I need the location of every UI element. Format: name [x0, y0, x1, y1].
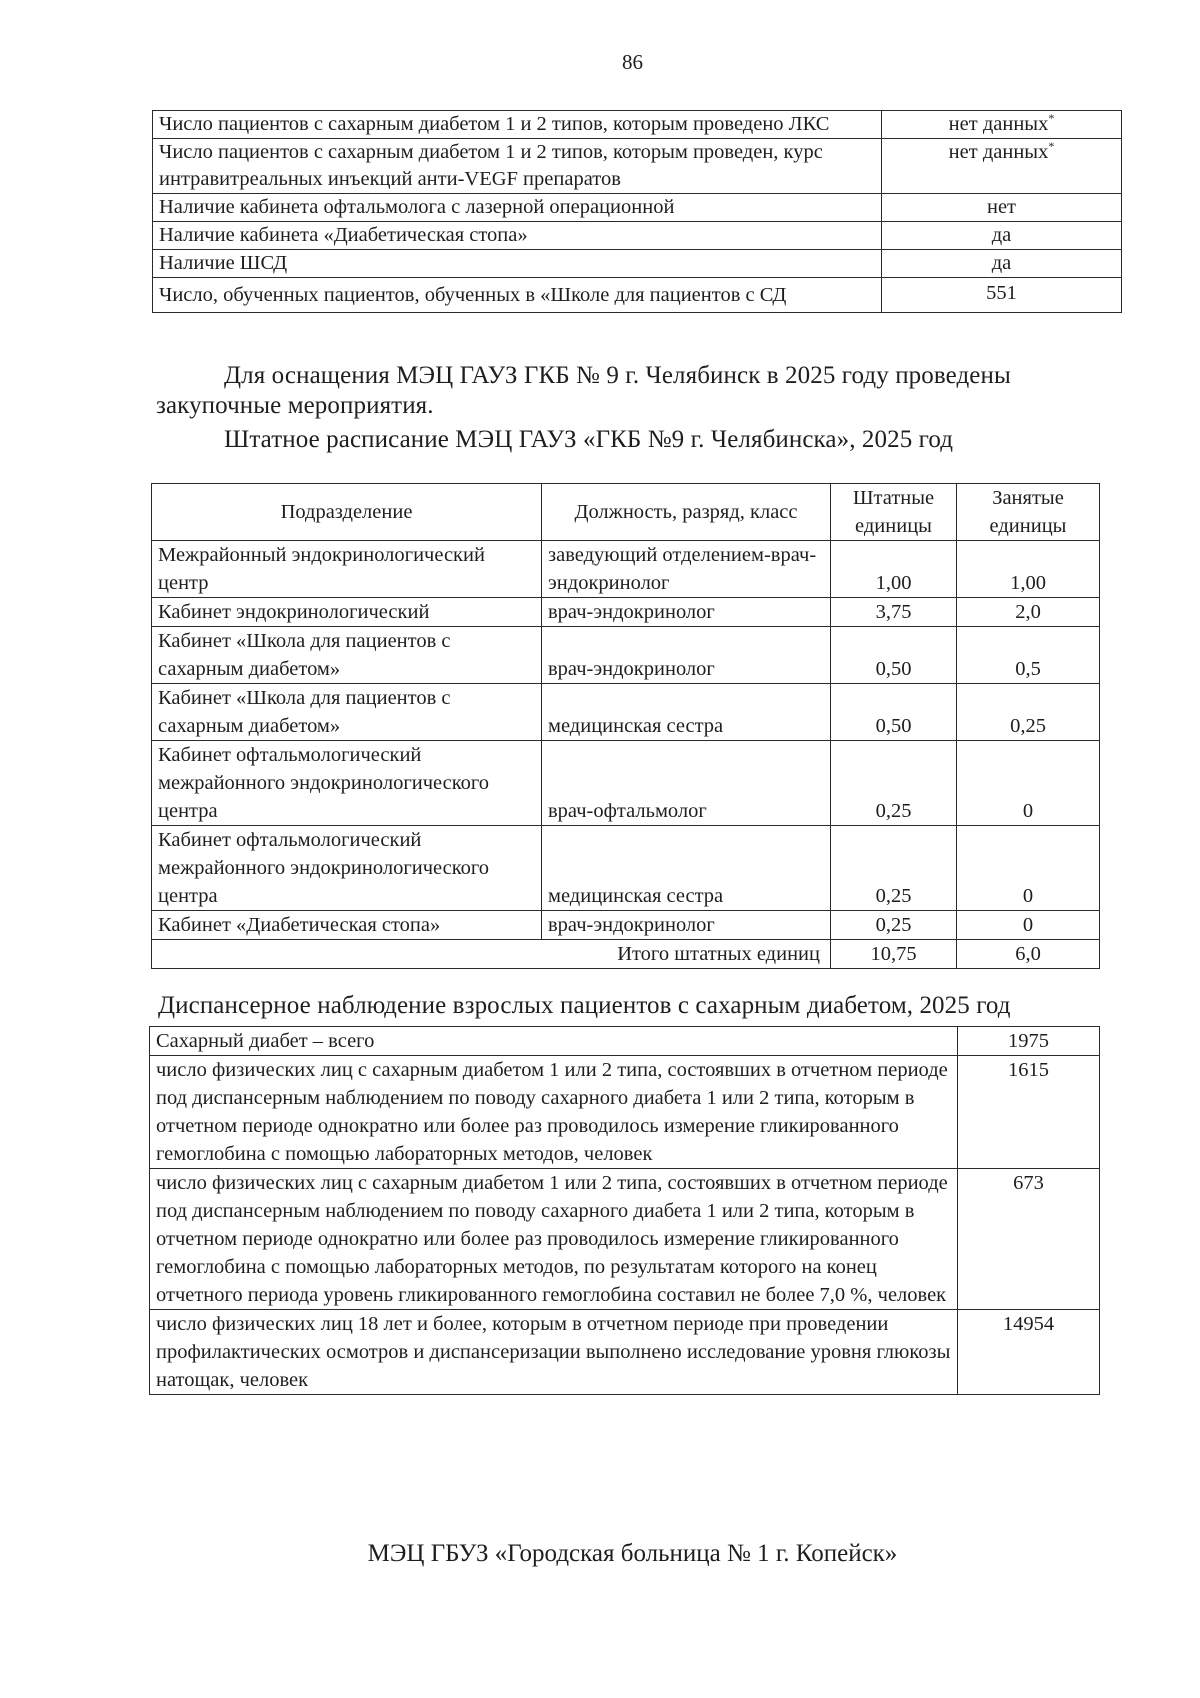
table-row: [152, 684, 1100, 741]
table-header-row: [152, 484, 1100, 541]
total-label: Итого штатных единиц: [152, 940, 831, 969]
indicator-value: 551: [882, 278, 1122, 313]
table-row: [152, 598, 1100, 627]
total-staff-units: 10,75: [831, 940, 957, 969]
dispensary-observation-table: [149, 1026, 1100, 1395]
position-cell: медицинская сестра: [542, 684, 831, 741]
position-cell: медицинская сестра: [542, 826, 831, 911]
table-row: [153, 139, 1122, 194]
indicator-label: число физических лиц с сахарным диабетом 1 или 2 типа, состоявших в отчетном периоде под диспансерным наблюдением по поводу сахарного диабета 1 или 2 типа, которым в отчетном периоде однократно или более раз проводилось измерение гликированного гемоглобина с помощью лабораторных методов, по результатам которого на конец отчетного периода уровень гликированного гемоглобина составил не более 7,0 %, человек: [150, 1169, 958, 1310]
division-cell: Межрайонный эндокринологический центр: [152, 541, 542, 598]
table-row: [153, 222, 1122, 250]
division-cell: Кабинет эндокринологический: [152, 598, 542, 627]
table-row: [152, 541, 1100, 598]
table-row: [150, 1056, 1100, 1169]
staff-units-cell: 0,50: [831, 627, 957, 684]
occupied-units-cell: 0,5: [957, 627, 1100, 684]
occupied-units-cell: 0,25: [957, 684, 1100, 741]
footnote-mark: *: [1048, 139, 1055, 153]
indicator-value: 14954: [958, 1310, 1100, 1395]
table-row: [152, 627, 1100, 684]
column-header-division: Подразделение: [152, 484, 542, 541]
table-row: [150, 1169, 1100, 1310]
indicator-label: Число пациентов с сахарным диабетом 1 и 2 типов, которым проведен, курс интравитреальных инъекций анти-VEGF препаратов: [153, 139, 882, 194]
indicator-label: число физических лиц с сахарным диабетом 1 или 2 типа, состоявших в отчетном периоде под диспансерным наблюдением по поводу сахарного диабета 1 или 2 типа, которым в отчетном периоде однократно или более раз проводилось измерение гликированного гемоглобина с помощью лабораторных методов, человек: [150, 1056, 958, 1169]
division-cell: Кабинет офтальмологический межрайонного эндокринологического центра: [152, 741, 542, 826]
indicator-label: Число пациентов с сахарным диабетом 1 и 2 типов, которым проведено ЛКС: [153, 111, 882, 139]
division-cell: Кабинет офтальмологический межрайонного эндокринологического центра: [152, 826, 542, 911]
occupied-units-cell: 0: [957, 826, 1100, 911]
staff-units-cell: 0,50: [831, 684, 957, 741]
staff-units-cell: 0,25: [831, 741, 957, 826]
indicator-value: [882, 139, 1122, 194]
indicator-value: 673: [958, 1169, 1100, 1310]
dispensary-table-title: Диспансерное наблюдение взрослых пациентов с сахарным диабетом, 2025 год: [158, 992, 1011, 1019]
table-row: [153, 278, 1122, 313]
table-row: [152, 826, 1100, 911]
section-title-kopeysk: МЭЦ ГБУЗ «Городская больница № 1 г. Копейск»: [367, 1540, 898, 1567]
position-cell: врач-офтальмолог: [542, 741, 831, 826]
table-row: [153, 250, 1122, 278]
table-row: [153, 194, 1122, 222]
paragraph-line-1: Для оснащения МЭЦ ГАУЗ ГКБ № 9 г. Челябинск в 2025 году проведены: [224, 362, 1011, 389]
indicator-label: Число, обученных пациентов, обученных в «Школе для пациентов с СД: [153, 278, 882, 313]
total-occupied-units: 6,0: [957, 940, 1100, 969]
position-cell: врач-эндокринолог: [542, 911, 831, 940]
page-number: 86: [622, 50, 643, 74]
column-header-occupied-units: Занятые единицы: [957, 484, 1100, 541]
occupied-units-cell: 2,0: [957, 598, 1100, 627]
position-cell: врач-эндокринолог: [542, 627, 831, 684]
indicator-label: Наличие кабинета офтальмолога с лазерной операционной: [153, 194, 882, 222]
division-cell: Кабинет «Школа для пациентов с сахарным диабетом»: [152, 684, 542, 741]
value-text: нет данных: [948, 113, 1049, 135]
column-header-staff-units: Штатные единицы: [831, 484, 957, 541]
value-text: нет данных: [948, 141, 1049, 163]
position-cell: врач-эндокринолог: [542, 598, 831, 627]
occupied-units-cell: 0: [957, 911, 1100, 940]
occupied-units-cell: 0: [957, 741, 1100, 826]
staff-units-cell: 1,00: [831, 541, 957, 598]
staff-units-cell: 3,75: [831, 598, 957, 627]
staff-table-title: Штатное расписание МЭЦ ГАУЗ «ГКБ №9 г. Челябинска», 2025 год: [224, 426, 954, 453]
table-row: [153, 111, 1122, 139]
table-row: [152, 911, 1100, 940]
indicator-label: Наличие кабинета «Диабетическая стопа»: [153, 222, 882, 250]
total-row: [152, 940, 1100, 969]
indicator-value: да: [882, 222, 1122, 250]
occupied-units-cell: 1,00: [957, 541, 1100, 598]
indicator-value: нет: [882, 194, 1122, 222]
indicator-label: Наличие ШСД: [153, 250, 882, 278]
indicator-label: число физических лиц 18 лет и более, которым в отчетном периоде при проведении профилактических осмотров и диспансеризации выполнено исследование уровня глюкозы натощак, человек: [150, 1310, 958, 1395]
indicator-value: 1975: [958, 1027, 1100, 1056]
footnote-mark: *: [1048, 111, 1055, 125]
column-header-position: Должность, разряд, класс: [542, 484, 831, 541]
table-row: [152, 741, 1100, 826]
division-cell: Кабинет «Школа для пациентов с сахарным диабетом»: [152, 627, 542, 684]
table-row: [150, 1027, 1100, 1056]
indicator-label: Сахарный диабет – всего: [150, 1027, 958, 1056]
indicator-value: 1615: [958, 1056, 1100, 1169]
staff-units-cell: 0,25: [831, 826, 957, 911]
paragraph-line-2: закупочные мероприятия.: [156, 392, 434, 419]
indicator-value: [882, 111, 1122, 139]
table-row: [150, 1310, 1100, 1395]
staff-schedule-table: [151, 483, 1100, 969]
division-cell: Кабинет «Диабетическая стопа»: [152, 911, 542, 940]
position-cell: заведующий отделением-врач-эндокринолог: [542, 541, 831, 598]
staff-units-cell: 0,25: [831, 911, 957, 940]
eye-care-indicators-table: [152, 110, 1122, 313]
indicator-value: да: [882, 250, 1122, 278]
